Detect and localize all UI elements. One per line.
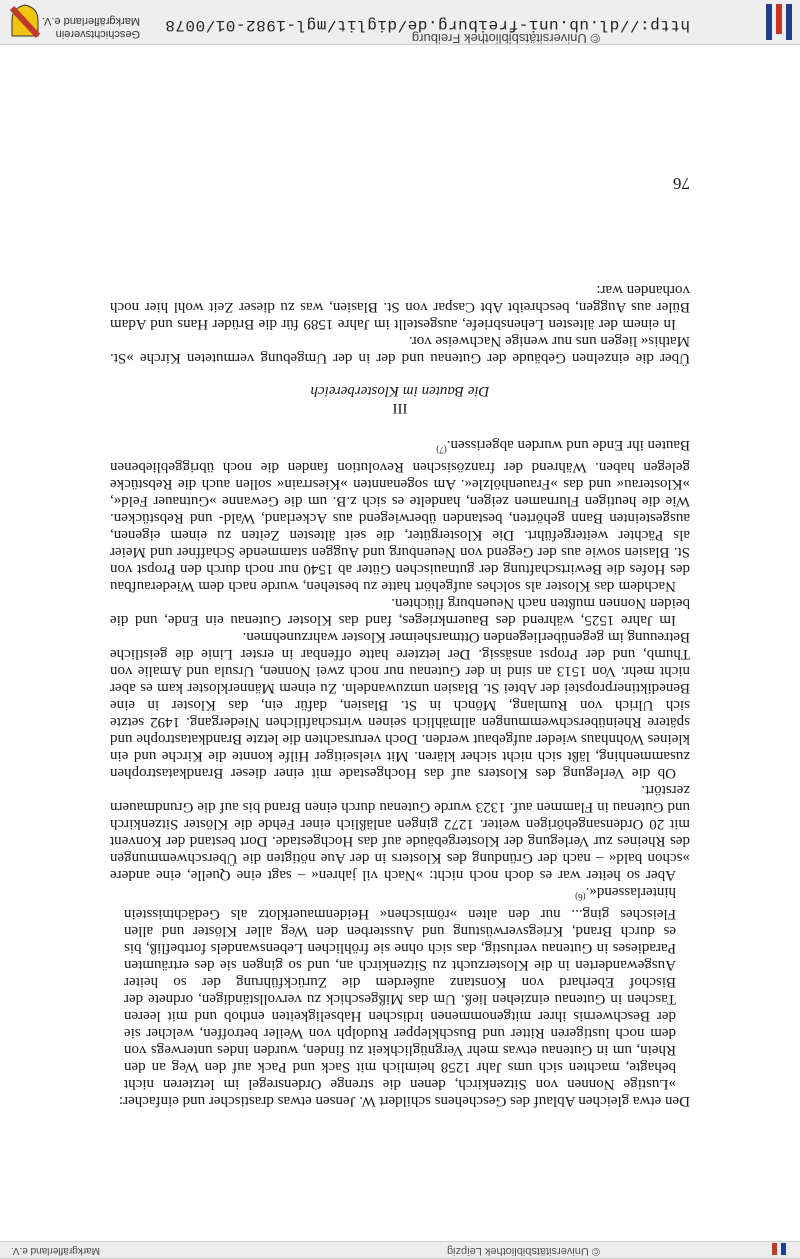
page-number: 76 — [673, 174, 690, 193]
paragraph-1: Aber so heiter war es doch noch nicht: »Nach vil jahren« – sagt eine Quelle, eine andere »schon bald« – nach der Gründung des Klosters in der Aue nötigten die Überschwemmungen des Rheines zur Verlegung der Klostergebäude auf das Hochgestade. Dort bestand der Konvent mit 20 Ordensangehörigen weiter. 1272 gingen anläßlich einer Fehde die Klöster Sitzenkirch und Gutenau in Flammen auf. 1323 wurde Gutenau durch einen Brand bis auf die Grundmauern zerstört. — [110, 782, 690, 883]
paragraph-3: Im Jahre 1525, während des Bauernkrieges, fand das Kloster Gutenau ein Ende, und die beiden Nonnen mußten nach Neuenburg flüchten. — [110, 595, 690, 628]
footer-strip — [0, 1241, 800, 1259]
document-url[interactable]: http://dl.ub.uni-freiburg.de/diglit/mgl-1982-01/0078 — [164, 16, 690, 34]
paragraph-6: In einem der ältesten Lehensbriefe, ausgestellt im Jahre 1589 für die Brüder Hans und Adam Büler aus Auggen, beschreibt Abt Caspar von St. Blasien, was zu dieser Zeit wohl hier noch vorhanden war: — [110, 282, 690, 332]
block-quote — [124, 883, 676, 1092]
paragraph-4 — [110, 436, 690, 594]
intro-paragraph: Den etwa gleichen Ablauf des Geschehens schildert W. Jensen etwas drastischer und einfacher: — [118, 1093, 690, 1109]
quote-text: »Lustige Nonnen von Sitzenkirch, denen die strenge Ordensregel im letzteren nicht behagte, machten sich ums Jahr 1258 heimlich mit Sack und Pack auf den Weg an den Rhein, um in Gutenau etwas mehr Vergnüglichkeit zu finden, wurden indes unterwegs von dem noch lustigeren Ritter und Buschklepper Rudolph von Weiler betroffen, welcher sie der Beschwernis ihrer mitgenommenen irdischen Habseligkeiten enthob und mit leeren Taschen in Gutenau einziehen ließ. Um das Mißgeschick zu vervollständigen, ordnete der Bischof Eberhard von Konstanz außerdem die Zurückführung der so heiter Ausgewanderten in die Klosterzucht zu Sitzenkirch an, und so gingen sie des erträumten Paradieses in Gutenau verlustig, das sich ohne sie fröhlichen Lebenswandels fortbefliß, bis es durch Brand, Kriegsverwüstung und Aussterben den Weg aller Klöster und allen Fleisches ging... nur den alten »römischen« Heidenmauerklotz als Gedächtnisstein hinterlassend«. — [124, 884, 676, 1092]
society-line-2: Markgräflerland e.V. — [41, 15, 140, 27]
paragraph-2: Ob die Verlegung des Klosters auf das Hochgestade mit einer dieser Brandkatastrophen zusammenhing, läßt sich nicht sicher klären. Mit vielseitiger Hilfe konnte die Kirche und ein kleines Wohnhaus wieder aufgebaut werden. Doch verursachten die letzte Brandkatastrophe und spätere Rheinüberschwemmungen allmählich seinen wirtschaftlichen Niedergang. 1492 setzte sich Ulrich von Rumlang, Mönch in St. Blasien, dafür ein, das Kloster in eine Benediktinerpropstei der Abtei St. Blasien umzuwandeln. Zu einem Männerkloster kam es aber nicht mehr. Von 1513 an sind in der Gutenau nur noch zwei Nonnen, Ursula und Amalie von Thumb, und der Propst ansässig. Der letztere hatte offenbar in erster Linie die geistliche Betreuung im gegenüberliegenden Ottmarsheimer Kloster wahrzunehmen. — [110, 629, 690, 781]
header-strip — [0, 0, 800, 45]
ub-logo-icon — [760, 4, 798, 40]
coat-of-arms-icon — [10, 4, 40, 38]
section-number: III — [392, 400, 408, 416]
ub-logo-icon — [760, 1244, 790, 1256]
footnote-ref-6: (6) — [575, 892, 586, 902]
footer-society: Markgräflerland e.V. — [10, 1245, 100, 1256]
header-copyright: © Universitätsbibliothek Freiburg — [411, 31, 600, 46]
footer-copyright: © Universitätsbibliothek Leipzig — [446, 1245, 600, 1257]
paragraph-5: Über die einzelnen Gebäude der Gutenau und der in der Umgebung vermuteten Kirche »St. Mathis« liegen uns nur wenige Nachweise vor. — [110, 333, 690, 366]
section-title: Die Bauten im Klosterbereich — [310, 383, 490, 399]
paragraph-4-text: Nachdem das Kloster als solches aufgehört hatte zu bestehen, wurde nach dem Wiederaufbau des Hofes die Bewirtschaftung der gutnauischen Güter ab 1540 nur noch durch den Propst von St. Blasien sowie aus der Gegend von Neuenburg und Auggen stammende Schaffner und Meier als Pächter weitergeführt. Die Klostergüter, die seit ältesten Zeiten zu einem eigenen, ausgesteinten Bann gehörten, bestanden überwiegend aus Ackerland, Wald- und Rebstücken. Wie die heutigen Flurnamen zeigen, handelte es sich z.B. um die Gewanne »Gutnauer Feld«, »Klosterau« und das »Frauenhölzle«. Am sogenannten »Kiesrrain« sollen auch die Rebstücke gelegen haben. Während der französischen Revolution fanden die noch übriggebliebenen Bauten ihr Ende und wurden abgerissen. — [110, 437, 690, 594]
document-body — [110, 281, 690, 1109]
footnote-ref-7: (7) — [436, 445, 447, 455]
society-line-1: Geschichtsverein — [55, 28, 140, 40]
society-name — [42, 14, 140, 40]
